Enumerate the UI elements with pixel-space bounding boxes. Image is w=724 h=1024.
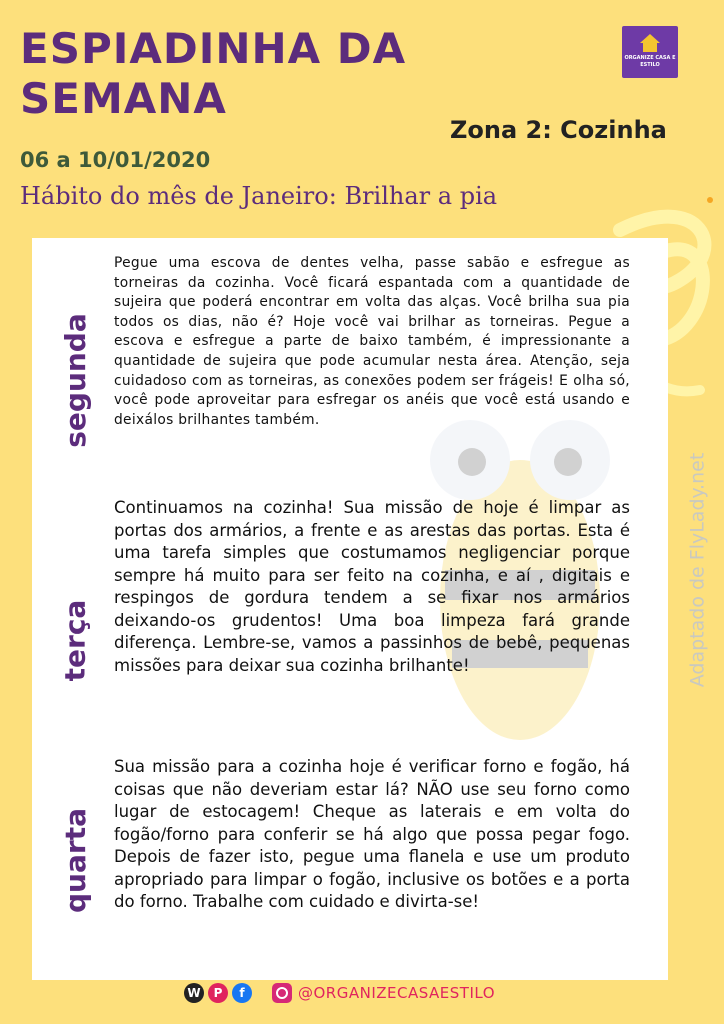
social-handle[interactable]: @ORGANIZECASAESTILO	[298, 984, 496, 1002]
wordpress-icon[interactable]: W	[184, 983, 204, 1003]
pinterest-icon[interactable]: P	[208, 983, 228, 1003]
day-text-quarta: Sua missão para a cozinha hoje é verificar forno e fogão, há coisas que não deveriam estar lá? NÃO use seu forno como lugar de estocagem! Cheque as laterais e em volta do fogão/forno para conferir se há algo que possa pegar fogo. Depois de fazer isto, pegue uma flanela e use um produto apropriado para limpar o fogão, inclusive os botões e a porta do forno. Trabalhe com cuidado e divirta-se!	[114, 757, 630, 911]
zone-title: Zona 2: Cozinha	[450, 116, 667, 144]
day-label-terca: terça	[58, 599, 92, 681]
facebook-icon[interactable]: f	[232, 983, 252, 1003]
page-title: ESPIADINHA DA SEMANA	[20, 24, 407, 123]
monthly-habit: Hábito do mês de Janeiro: Brilhar a pia	[20, 182, 498, 210]
house-icon	[640, 34, 660, 43]
credit-note: Adaptado de FlyLady.net	[686, 452, 708, 688]
logo-text: ORGANIZE CASA E ESTILO	[624, 55, 676, 68]
social-footer	[184, 982, 495, 1004]
instagram-icon[interactable]	[272, 983, 292, 1003]
day-text-terca: Continuamos na cozinha! Sua missão de hoje é limpar as portas dos armários, a frente e as arestas das portas. Esta é uma tarefa simples que costumamos negligenciar porque sempre há muito para ser feito na cozinha, e aí , digitais e respingos de gordura tendem a se fixar nos armários deixando-os grudentos! Uma boa limpeza fará grande diferença. Lembre-se, vamos a passinhos de bebê, pequenas missões para deixar sua cozinha brilhante!	[114, 498, 630, 675]
day-label-segunda: segunda	[58, 312, 92, 448]
day-text-segunda: Pegue uma escova de dentes velha, passe sabão e esfregue as torneiras da cozinha. Você ficará espantada com a quantidade de sujeira que poderá encontrar em volta das alças. Você brilha sua pia todos os dias, não é? Hoje você vai brilhar as torneiras. Pegue a escova e esfregue a parte de baixo também, é impressionante a quantidade de sujeira que pode acumular nesta área. Atenção, seja cuidadoso com as torneiras, as conexões podem ser frágeis! E olha só, você pode aproveitar para esfregar os anéis que você está usando e deixálos brilhantes também.	[114, 255, 630, 428]
day-label-quarta: quarta	[58, 807, 92, 913]
brand-logo	[622, 26, 678, 78]
date-range: 06 a 10/01/2020	[20, 148, 211, 172]
